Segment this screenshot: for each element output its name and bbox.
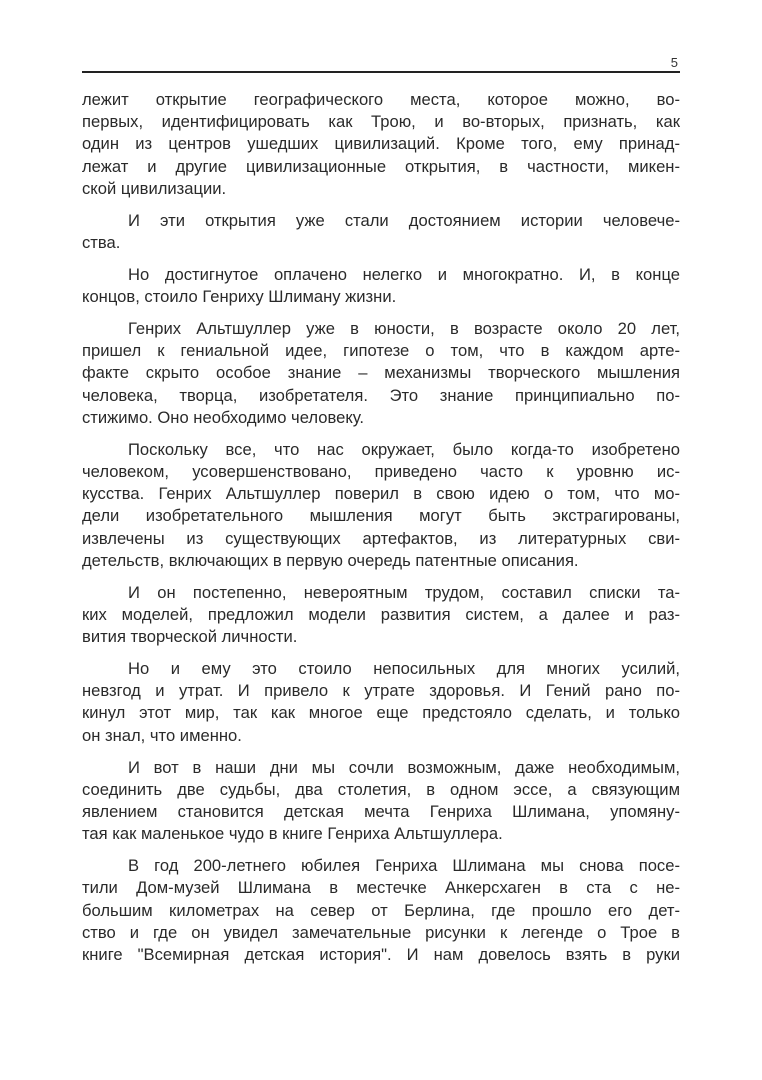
paragraph	[82, 210, 680, 254]
text-line: кинул этот мир, так как многое еще предстояло сделать, и только	[82, 703, 680, 723]
text-line: лежит открытие географического места, которое можно, во-	[82, 90, 680, 109]
text-line: он знал, что именно.	[82, 725, 242, 745]
text-line: В год 200-летнего юбилея Генриха Шлимана мы снова посе-	[128, 856, 680, 876]
text-line: ких моделей, предложил модели развития систем, а далее и раз-	[82, 604, 680, 624]
text-line: Но и ему это стоило непосильных для многих усилий,	[128, 659, 680, 679]
text-line: ской цивилизации.	[82, 178, 227, 198]
text-line: соединить две судьбы, два столетия, в одном эссе, а связующим	[82, 779, 680, 799]
text-line: невзгод и утрат. И привело к утрате здоровья. И Гений рано по-	[82, 681, 680, 701]
text-line: ства.	[82, 232, 121, 252]
text-line: первых, идентифицировать как Трою, и во-вторых, признать, как	[82, 112, 680, 132]
text-line: Генрих Альтшуллер уже в юности, в возрасте около 20 лет,	[128, 319, 680, 339]
text-line: человека, творца, изобретателя. Это знание принципиально по-	[82, 385, 680, 405]
text-line: пришел к гениальной идее, гипотезе о том, что в каждом арте-	[82, 341, 680, 361]
text-line: один из центров ушедших цивилизаций. Кроме того, ему принад-	[82, 134, 680, 154]
paragraph	[82, 439, 680, 572]
text-line: тили Дом-музей Шлимана в местечке Анкерсхаген в ста с не-	[82, 878, 680, 898]
page-number: 5	[670, 55, 678, 70]
text-line: тая как маленькое чудо в книге Генриха Альтшуллера.	[82, 824, 503, 844]
text-line: стижимо. Оно необходимо человеку.	[82, 407, 365, 427]
paragraph	[82, 264, 680, 308]
text-line: факте скрыто особое знание – механизмы творческого мышления	[82, 363, 680, 383]
text-line: лежат и другие цивилизационные открытия, в частности, микен-	[82, 156, 680, 176]
text-line: концов, стоило Генриху Шлиману жизни.	[82, 287, 397, 307]
text-line: И вот в наши дни мы сочли возможным, даже необходимым,	[128, 757, 680, 777]
text-line: И он постепенно, невероятным трудом, составил списки та-	[128, 582, 680, 602]
text-line: большим километрах на север от Берлина, где прошло его дет-	[82, 900, 680, 920]
text-line: Но достигнутое оплачено нелегко и многократно. И, в конце	[128, 264, 680, 284]
text-line: дели изобретательного мышления могут быть экстрагированы,	[82, 506, 680, 526]
text-line: человеком, усовершенствовано, приведено часто к уровню ис-	[82, 462, 680, 481]
paragraph	[82, 855, 680, 966]
text-line: явлением становится детская мечта Генриха Шлимана, упомяну-	[82, 802, 680, 822]
text-line: ство и где он увидел замечательные рисунки к легенде о Трое в	[82, 922, 680, 942]
text-line: извлечены из существующих артефактов, из литературных сви-	[82, 528, 680, 548]
text-line: книге "Всемирная детская история". И нам довелось взять в руки	[82, 944, 680, 964]
header-rule	[82, 71, 680, 73]
paragraph	[82, 757, 680, 846]
paragraph	[82, 582, 680, 649]
paragraph	[82, 318, 680, 429]
page-body	[82, 89, 680, 976]
text-line: И эти открытия уже стали достоянием истории человече-	[128, 210, 680, 230]
text-line: детельств, включающих в первую очередь патентные описания.	[82, 550, 579, 570]
text-line: кусства. Генрих Альтшуллер поверил в свою идею о том, что мо-	[82, 484, 680, 504]
paragraph	[82, 89, 680, 200]
text-line: вития творческой личности.	[82, 627, 298, 647]
paragraph	[82, 658, 680, 747]
text-line: Поскольку все, что нас окружает, было когда-то изобретено	[128, 439, 680, 459]
